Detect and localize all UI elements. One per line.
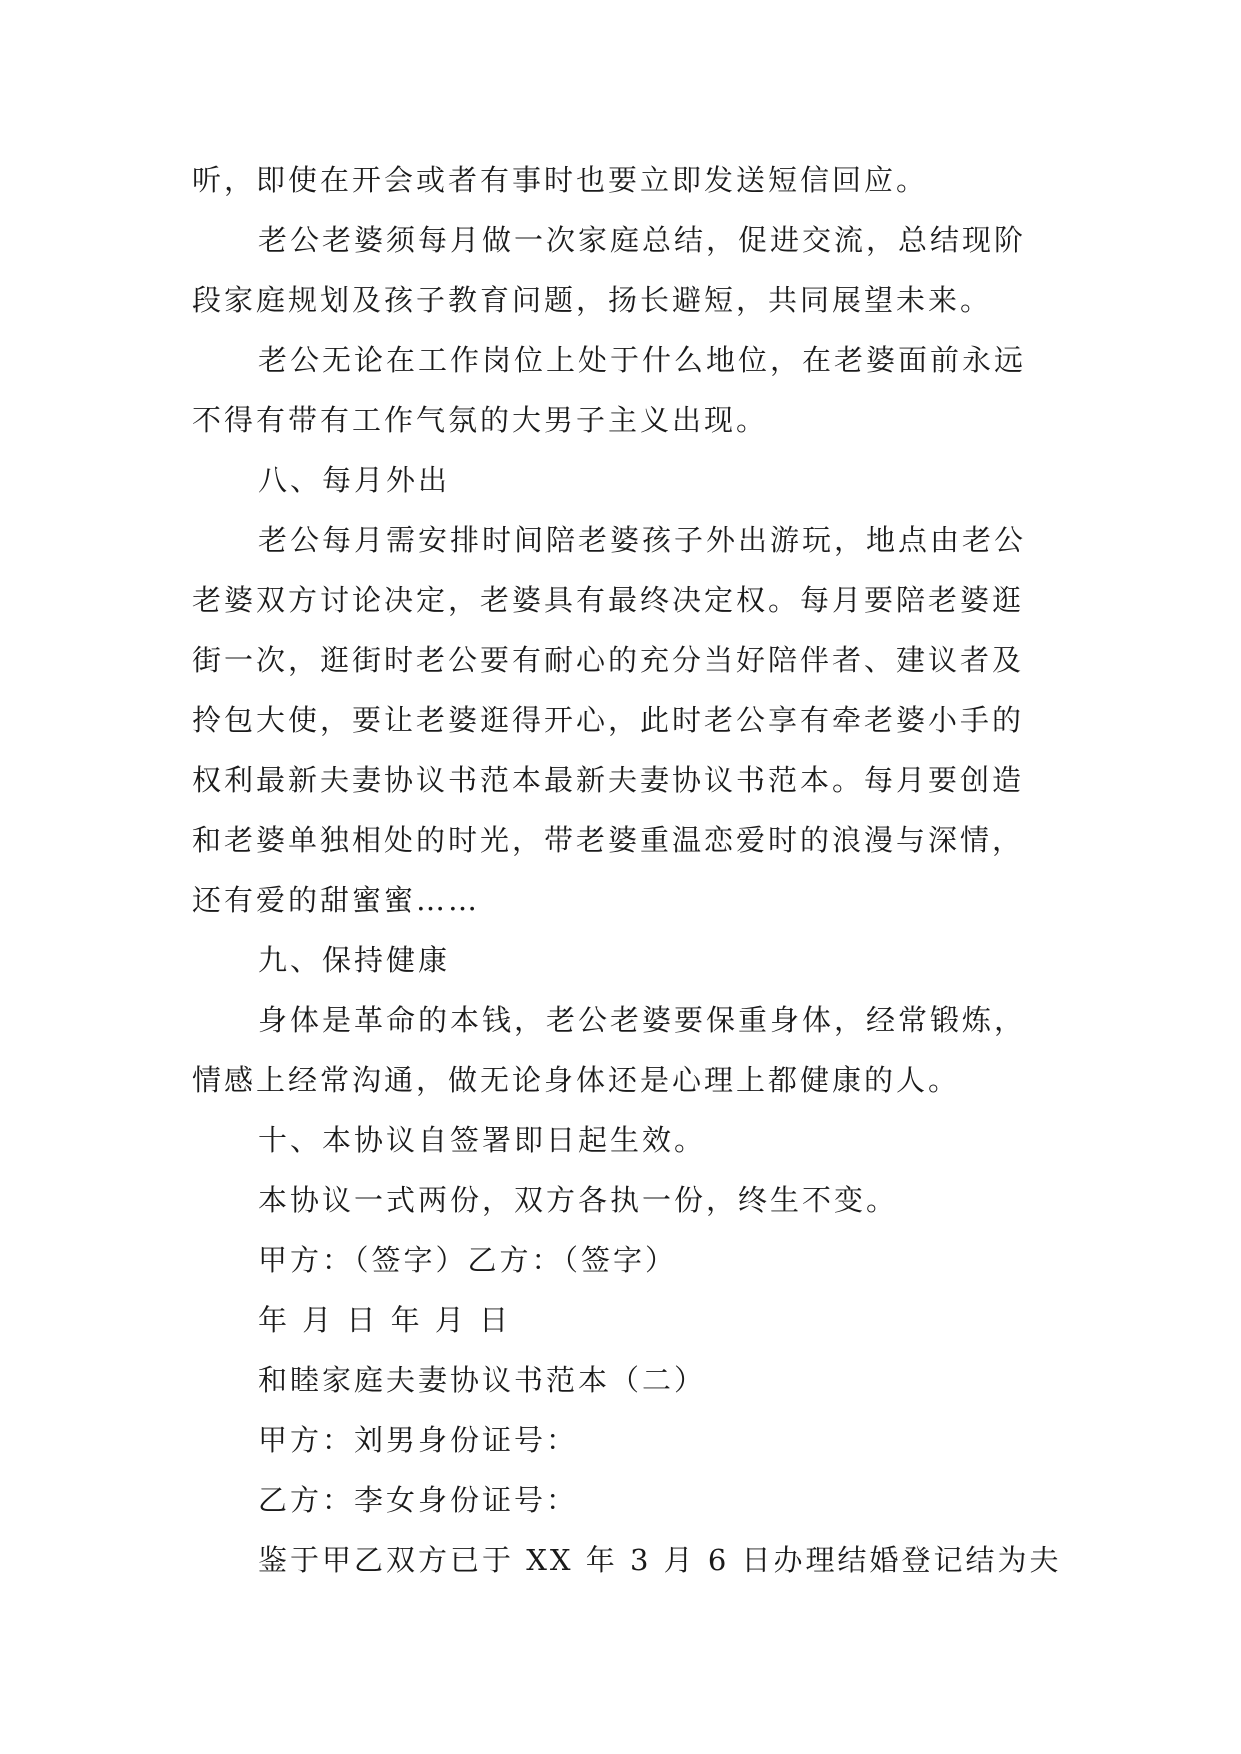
- document-title: 和睦家庭夫妻协议书范本（二）: [258, 1363, 707, 1397]
- text-line: 老公无论在工作岗位上处于什么地位，在老婆面前永远: [258, 343, 1027, 377]
- document-body: [192, 150, 1062, 1590]
- party-b-line: 乙方：李女身份证号：: [258, 1483, 579, 1517]
- text-line: 鉴于甲乙双方已于 XX 年 3 月 6 日办理结婚登记结为夫: [258, 1543, 1062, 1577]
- section-heading: 八、每月外出: [258, 463, 451, 497]
- text-line: 段家庭规划及孩子教育问题，扬长避短，共同展望未来。: [192, 283, 993, 317]
- party-a-line: 甲方：刘男身份证号：: [258, 1423, 579, 1457]
- text-line: 和老婆单独相处的时光，带老婆重温恋爱时的浪漫与深情，: [192, 823, 1025, 857]
- text-line: 权利最新夫妻协议书范本最新夫妻协议书范本。每月要创造: [192, 763, 1025, 797]
- text-line: 老公老婆须每月做一次家庭总结，促进交流，总结现阶: [258, 223, 1027, 257]
- text-line: 老公每月需安排时间陪老婆孩子外出游玩，地点由老公: [258, 523, 1027, 557]
- text-line: 街一次，逛街时老公要有耐心的充分当好陪伴者、建议者及: [192, 643, 1025, 677]
- text-line: 听，即使在开会或者有事时也要立即发送短信回应。: [192, 163, 929, 197]
- text-line: 本协议一式两份，双方各执一份，终生不变。: [258, 1183, 899, 1217]
- text-line: 拎包大使，要让老婆逛得开心，此时老公享有牵老婆小手的: [192, 703, 1025, 737]
- date-line: 年 月 日 年 月 日: [258, 1303, 512, 1337]
- text-line: 情感上经常沟通，做无论身体还是心理上都健康的人。: [192, 1063, 961, 1097]
- section-heading: 十、本协议自签署即日起生效。: [258, 1123, 707, 1157]
- text-line: 不得有带有工作气氛的大男子主义出现。: [192, 403, 769, 437]
- signature-line: 甲方：（签字）乙方：（签字）: [258, 1243, 678, 1277]
- text-line: 老婆双方讨论决定，老婆具有最终决定权。每月要陪老婆逛: [192, 583, 1025, 617]
- text-line: 还有爱的甜蜜蜜……: [192, 883, 481, 917]
- text-line: 身体是革命的本钱，老公老婆要保重身体，经常锻炼，: [258, 1003, 1027, 1037]
- section-heading: 九、保持健康: [258, 943, 451, 977]
